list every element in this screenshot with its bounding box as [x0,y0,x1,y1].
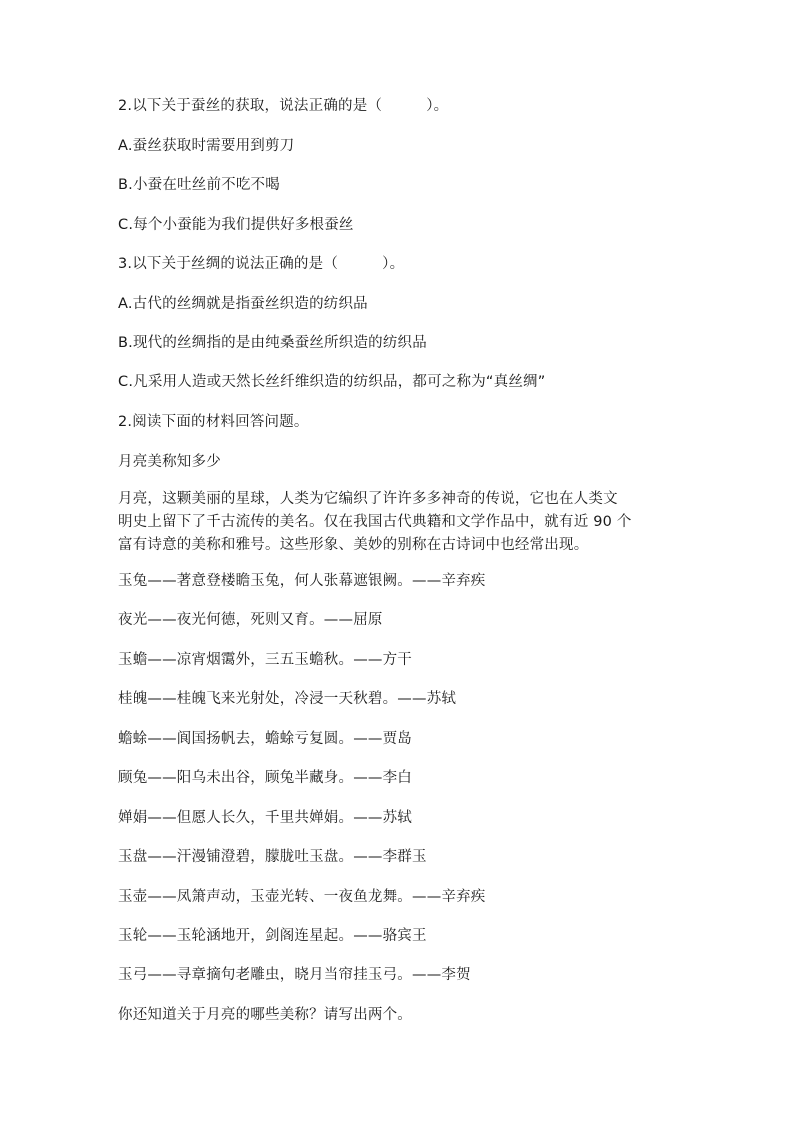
question-2-option-c: C.每个小蚕能为我们提供好多根蚕丝 [118,217,354,233]
intro-line: 明史上留下了千古流传的美名。仅在我国古代典籍和文学作品中，就有近 90 个 [118,514,632,530]
question-3-option-a: A.古代的丝绸就是指蚕丝织造的纺织品 [118,296,368,312]
moon-name-example: 玉蟾——凉宵烟霭外，三五玉蟾秋。——方干 [118,652,412,668]
reading-intro-paragraph [118,488,678,557]
moon-name-example: 玉兔——著意登楼瞻玉兔，何人张幕遮银阙。——辛弃疾 [118,573,486,589]
reading-question: 你还知道关于月亮的哪些美称？请写出两个。 [118,1007,412,1023]
intro-line: 富有诗意的美称和雅号。这些形象、美妙的别称在古诗词中也经常出现。 [118,537,589,553]
reading-title: 月亮美称知多少 [118,454,221,470]
moon-name-example: 玉盘——汗漫铺澄碧，朦胧吐玉盘。——李群玉 [118,849,427,865]
question-3-stem: 3.以下关于丝绸的说法正确的是（ ）。 [118,256,405,272]
moon-name-example: 桂魄——桂魄飞来光射处，冷浸一天秋碧。——苏轼 [118,691,457,707]
moon-name-example: 顾兔——阳乌未出谷，顾兔半藏身。——李白 [118,770,412,786]
moon-name-example: 玉壶——凤箫声动，玉壶光转、一夜鱼龙舞。——辛弃疾 [118,889,486,905]
moon-name-example: 玉弓——寻章摘句老雕虫，晓月当帘挂玉弓。——李贺 [118,967,471,983]
moon-name-example: 婵娟——但愿人长久，千里共婵娟。——苏轼 [118,810,412,826]
reading-heading: 2.阅读下面的材料回答问题。 [118,414,309,430]
intro-line: 月亮，这颗美丽的星球，人类为它编织了许许多多神奇的传说，它也在人类文 [118,491,618,507]
question-3-option-c: C.凡采用人造或天然长丝纤维织造的纺织品，都可之称为“真丝绸” [118,374,546,390]
moon-name-example: 玉轮——玉轮涵地开，剑阁连星起。——骆宾王 [118,928,427,944]
moon-name-example: 夜光——夜光何德，死则又育。——屈原 [118,612,383,628]
question-2-option-b: B.小蚕在吐丝前不吃不喝 [118,177,280,193]
question-2-option-a: A.蚕丝获取时需要用到剪刀 [118,138,295,154]
moon-name-example: 蟾蜍——阆国扬帆去，蟾蜍亏复圆。——贾岛 [118,731,412,747]
question-3-option-b: B.现代的丝绸指的是由纯桑蚕丝所织造的纺织品 [118,335,427,351]
question-2-stem: 2.以下关于蚕丝的获取，说法正确的是（ ）。 [118,98,449,114]
